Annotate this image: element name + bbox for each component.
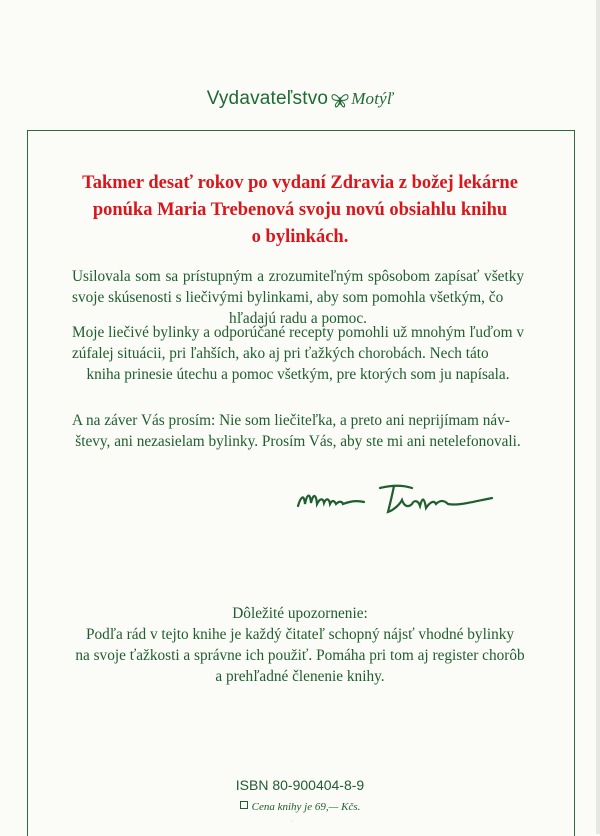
checkbox-square-icon (240, 801, 248, 809)
text-line: svoje skúsenosti s liečivými bylinkami, aby som pomohla všetkým, čo (72, 289, 504, 306)
text-line: a prehľadné členenie knihy. (215, 668, 385, 685)
paragraph-recipes (72, 322, 524, 385)
text-line: A na záver Vás prosím: Nie som liečiteľka, a preto ani neprijímam náv- (72, 412, 510, 429)
text-line: Podľa rád v tejto knihe je každý čitateľ schopný nájsť vhodné bylinky (85, 626, 515, 643)
text-line: v zúfalej situácii, pri ľahších, ako aj pri ťažkých chorobách. Nech táto (72, 324, 524, 362)
headline-line: ponúka Maria Trebenová svoju novú obsiahlu knihu (92, 200, 508, 220)
text-line: na svoje ťažkosti a správne ich použiť. Pomáha pri tom aj register chorôb (75, 647, 525, 664)
price-line (0, 801, 600, 813)
text-line: hľadajú radu a pomoc. (229, 310, 367, 327)
text-line: števy, ani nezasielam bylinky. Prosím Vás, aby ste mi ani netelefonovali. (75, 433, 521, 450)
publisher-prefix: Vydavateľstvo (206, 88, 329, 109)
page-edge (596, 0, 600, 834)
important-notice (70, 603, 530, 687)
faint-mark: · (291, 818, 294, 825)
isbn: ISBN 80-900404-8-9 (235, 777, 365, 793)
butterfly-icon (330, 92, 350, 114)
text-line: Usilovala som sa prístupným a zrozumiteľným spôsobom zapísať všetky (72, 268, 524, 285)
headline-line: o bylinkách. (251, 227, 349, 247)
publisher-header (0, 88, 600, 114)
text-line: Moje liečivé bylinky a odporúčané recepty pomohli už mnohým ľuďom (72, 324, 513, 341)
paragraph-request (72, 410, 524, 452)
publisher-name: Motýľ (351, 89, 394, 108)
paragraph-intro (72, 266, 524, 329)
price-text: Cena knihy je 69,— Kčs. (251, 801, 361, 813)
headline (60, 170, 540, 251)
handwritten-signature (296, 478, 496, 523)
headline-line: Takmer desať rokov po vydaní Zdravia z božej lekárne (82, 173, 518, 193)
notice-title: Dôležité upozornenie: (232, 605, 368, 622)
text-line: kniha prinesie útechu a pomoc všetkým, pre ktorých som ju napísala. (86, 366, 510, 383)
